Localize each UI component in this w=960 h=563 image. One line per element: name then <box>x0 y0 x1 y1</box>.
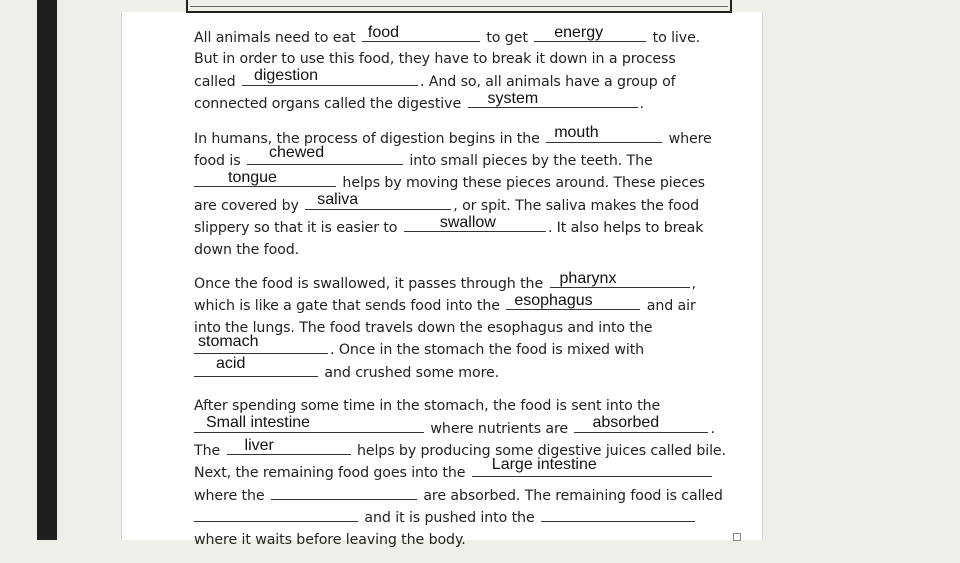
answer: liver <box>244 436 274 454</box>
answer: pharynx <box>559 269 617 287</box>
text: where the <box>194 487 265 504</box>
text: . <box>639 96 644 113</box>
text: into small pieces by the teeth. The <box>409 153 653 170</box>
text: down the food. <box>194 241 300 258</box>
line <box>194 89 734 115</box>
blank-food[interactable] <box>362 23 480 42</box>
text: where nutrients are <box>430 420 569 437</box>
paragraph-2 <box>194 124 734 261</box>
left-accent-bar <box>37 0 57 540</box>
answer: system <box>487 89 539 107</box>
text: and it is pushed into the <box>364 510 535 527</box>
text: and air <box>646 298 696 315</box>
text: . It also helps to break <box>547 220 704 237</box>
blank-tongue[interactable] <box>194 169 336 187</box>
text: Once the food is swallowed, it passes through the <box>194 276 544 293</box>
answer: Large intestine <box>491 455 597 473</box>
top-frame-border <box>186 0 732 13</box>
text: where it waits before leaving the body. <box>194 531 466 548</box>
text: , or spit. The saliva makes the food <box>453 197 700 214</box>
answer: energy <box>554 23 604 41</box>
line <box>194 213 734 239</box>
blank-pharynx[interactable] <box>550 269 690 288</box>
text: helps by moving these pieces around. These pieces <box>342 175 705 192</box>
answer: chewed <box>268 143 325 161</box>
blank-mouth[interactable] <box>546 124 662 143</box>
text: The <box>194 442 221 459</box>
text: After spending some time in the stomach, the food is sent into the <box>194 398 661 415</box>
answer: stomach <box>198 332 259 350</box>
answer: esophagus <box>514 292 593 310</box>
line <box>194 292 734 317</box>
answer: tongue <box>228 169 277 187</box>
blank-absorbed[interactable] <box>574 414 708 433</box>
text: . <box>710 420 715 437</box>
blank-swallow[interactable] <box>404 213 546 232</box>
answer: digestion <box>253 67 318 85</box>
text: Next, the remaining food goes into the <box>194 465 466 482</box>
line <box>194 318 734 339</box>
blank-stomach[interactable] <box>194 332 328 354</box>
blank-rectum-empty[interactable] <box>541 507 695 522</box>
line <box>194 436 734 462</box>
line <box>194 169 734 194</box>
blank-energy[interactable] <box>534 23 646 42</box>
line <box>194 332 734 361</box>
blank-liver[interactable] <box>227 436 351 455</box>
text: helps by producing some digestive juices called bile. <box>356 442 726 459</box>
text: But in order to use this food, they have to break it down in a process <box>194 51 676 68</box>
line <box>194 485 734 507</box>
line <box>194 530 734 551</box>
text: , <box>691 276 696 293</box>
paragraph-3 <box>194 269 734 384</box>
text: food is <box>194 153 241 170</box>
blank-acid[interactable] <box>194 355 318 377</box>
answer: saliva <box>317 191 359 209</box>
text: to get <box>486 30 528 46</box>
text: In humans, the process of digestion begins in the <box>194 130 540 147</box>
text: to live. <box>652 30 701 46</box>
answer: acid <box>216 355 246 373</box>
blank-digestion[interactable] <box>242 67 418 86</box>
answer: Small intestine <box>206 414 311 432</box>
paragraph-4 <box>194 396 734 551</box>
text: which is like a gate that sends food into the <box>194 298 500 315</box>
text: . Once in the stomach the food is mixed with <box>330 342 645 359</box>
line <box>194 240 734 261</box>
blank-system[interactable] <box>468 89 638 108</box>
line <box>194 23 734 49</box>
blank-saliva[interactable] <box>305 191 451 210</box>
line <box>194 355 734 384</box>
text: are covered by <box>194 197 299 214</box>
line <box>194 67 734 93</box>
text: called <box>194 73 236 90</box>
answer: absorbed <box>592 414 660 432</box>
blank-small-intestine[interactable] <box>194 414 424 433</box>
paragraph-1 <box>194 23 734 116</box>
line <box>194 414 734 440</box>
text: All animals need to eat <box>194 30 356 46</box>
blank-large-intestine[interactable] <box>472 455 712 477</box>
text: where <box>668 130 712 147</box>
answer: swallow <box>439 213 496 231</box>
line <box>194 507 734 529</box>
blank-chewed[interactable] <box>247 143 403 165</box>
text: slippery so that it is easier to <box>194 220 398 237</box>
blank-waste-empty[interactable] <box>194 507 358 522</box>
text: connected organs called the digestive <box>194 96 462 113</box>
answer: mouth <box>554 124 599 142</box>
text: are absorbed. The remaining food is called <box>423 487 723 504</box>
text: and crushed some more. <box>324 364 500 381</box>
text: . And so, all animals have a group of <box>419 73 676 90</box>
line <box>194 269 734 295</box>
text: into the lungs. The food travels down the esophagus and into the <box>194 319 653 336</box>
answer: food <box>367 23 400 41</box>
line <box>194 455 734 484</box>
worksheet-text <box>194 23 734 563</box>
blank-esophagus[interactable] <box>506 292 640 310</box>
blank-nutrients-empty[interactable] <box>271 485 417 500</box>
